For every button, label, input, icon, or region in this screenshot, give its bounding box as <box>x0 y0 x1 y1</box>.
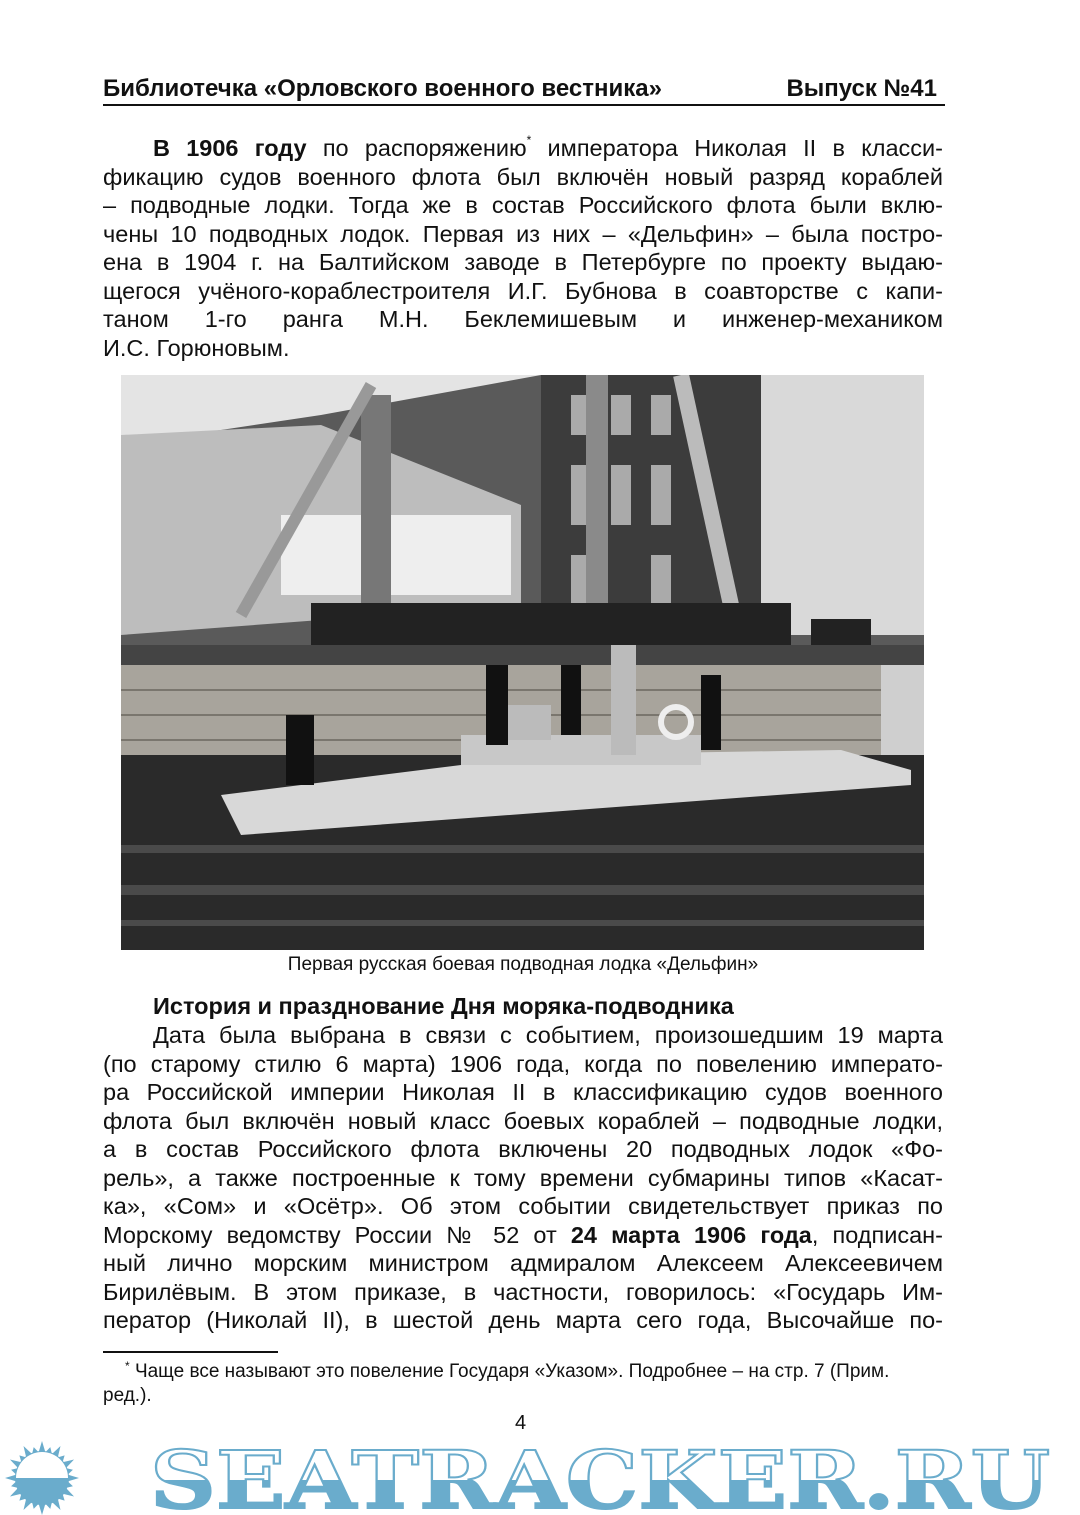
text-line <box>103 1078 943 1107</box>
footnote-divider <box>103 1351 278 1353</box>
text-line <box>103 1107 943 1136</box>
page-number: 4 <box>515 1412 527 1434</box>
text-span: Бирилёвым. В этом приказе, в частности, говорилось: «Государь Им- <box>103 1278 943 1305</box>
text-line <box>103 1278 943 1307</box>
sun-ray <box>45 1502 52 1509</box>
sunburst-logo-icon <box>5 1441 79 1515</box>
sun-ray <box>63 1488 74 1497</box>
issue-number: Выпуск №41 <box>786 75 937 102</box>
text-span: а в состав Российского флота включены 20 подводных лодок «Фо- <box>103 1136 943 1162</box>
text-span: ный лично морским министром адмиралом Алексеем Алексеевичем <box>103 1250 943 1276</box>
footnote-text: Чаще все называют это повеление Государя «Указом». Подробнее – на стр. 7 (Прим. ред.). <box>103 1361 890 1406</box>
text-span: рель», а также построенные к тому времени субмарины типов «Касат- <box>103 1164 943 1191</box>
text-span: Дата была выбрана в связи с событием, произошедшим 19 марта <box>153 1022 943 1048</box>
footnote-mark: * <box>125 1359 130 1373</box>
sun-ray <box>10 1460 21 1469</box>
text-line <box>103 1021 943 1050</box>
text-span: флота был включён новый класс боевых кораблей – подводные лодки, <box>103 1107 943 1134</box>
sun-ray <box>32 1502 39 1509</box>
sun-ray <box>58 1455 65 1462</box>
section-paragraph <box>103 1021 943 1335</box>
sun-ray <box>19 1455 26 1462</box>
footnote-ref: * <box>526 133 532 147</box>
sun-ray <box>66 1468 73 1475</box>
running-header <box>103 76 945 106</box>
seatracker-watermark <box>0 1440 1080 1515</box>
text-span: ператор (Николай II), в шестой день марта сего года, Высочайше по- <box>103 1307 943 1333</box>
text-span: (по старому стилю 6 марта) 1906 года, когда по повелению императо- <box>103 1050 943 1077</box>
watermark-text: SEATRACKER.RU <box>150 1440 1050 1515</box>
bold-text: В 1906 году <box>153 135 307 161</box>
text-span: ка», «Сом» и «Осётр». Об этом событии свидетельствует приказ по <box>103 1193 943 1219</box>
sun-ray <box>52 1499 61 1510</box>
sun-ray <box>45 1447 52 1454</box>
text-line <box>103 305 943 334</box>
sun-ray <box>63 1460 74 1469</box>
text-span: по распоряжению <box>306 135 527 161</box>
text-span: ра Российской империи Николая II в классификацию судов военного <box>103 1079 943 1105</box>
sun-ray <box>11 1481 18 1488</box>
text-span: императора Николая II в класси- <box>531 135 943 161</box>
sun-ray <box>19 1494 26 1501</box>
sun-ray <box>24 1446 33 1457</box>
text-span: чены 10 подводных лодок. Первая из них – «Дельфин» – была постро- <box>103 220 943 247</box>
text-line <box>103 191 943 220</box>
sun-ray <box>52 1446 61 1457</box>
text-span: Морскому ведомству России № 52 от <box>103 1221 571 1248</box>
text-line <box>103 277 943 306</box>
text-line <box>103 1050 943 1079</box>
sun-ray <box>68 1475 79 1482</box>
bold-text: 24 марта 1906 года <box>570 1221 812 1248</box>
text-line <box>103 1221 943 1250</box>
sun-ray <box>66 1481 73 1488</box>
text-line <box>103 1135 943 1164</box>
text-line <box>103 163 943 192</box>
sun-ray <box>39 1504 46 1515</box>
series-title: Библиотечка «Орловского военного вестника» <box>103 75 662 102</box>
sun-ray <box>39 1441 46 1452</box>
submarine-dolphin-photo <box>121 375 924 950</box>
text-line <box>103 334 943 363</box>
text-line <box>103 134 943 163</box>
sun-ray <box>24 1499 33 1510</box>
text-line <box>103 220 943 249</box>
sun-ray <box>10 1488 21 1497</box>
intro-paragraph <box>103 134 943 362</box>
sun-ray <box>11 1468 18 1475</box>
text-line <box>103 1249 943 1278</box>
text-span: таном 1-го ранга М.Н. Беклемишевым и инженер-механиком <box>103 306 943 332</box>
sun-ray <box>5 1475 16 1482</box>
text-span: И.С. Горюновым. <box>103 334 290 361</box>
text-span: щегося учёного-кораблестроителя И.Г. Бубнова в соавторстве с капи- <box>103 277 943 304</box>
sun-ray <box>32 1447 39 1454</box>
text-line <box>103 1192 943 1221</box>
text-span: – подводные лодки. Тогда же в состав Российского флота были вклю- <box>103 192 943 218</box>
footnote <box>103 1360 943 1408</box>
photo-caption: Первая русская боевая подводная лодка «Дельфин» <box>287 954 759 975</box>
text-line <box>103 248 943 277</box>
sun-disc <box>15 1451 69 1505</box>
text-line <box>103 1164 943 1193</box>
sun-ray <box>58 1494 65 1501</box>
text-line <box>103 1306 943 1335</box>
text-span: ена в 1904 г. на Балтийском заводе в Петербурге по проекту выдаю- <box>103 249 943 275</box>
text-span: фикацию судов военного флота был включён новый разряд кораблей <box>103 163 943 190</box>
section-heading: История и празднование Дня моряка-подводника <box>153 993 734 1019</box>
text-span: , подписан- <box>811 1221 943 1248</box>
